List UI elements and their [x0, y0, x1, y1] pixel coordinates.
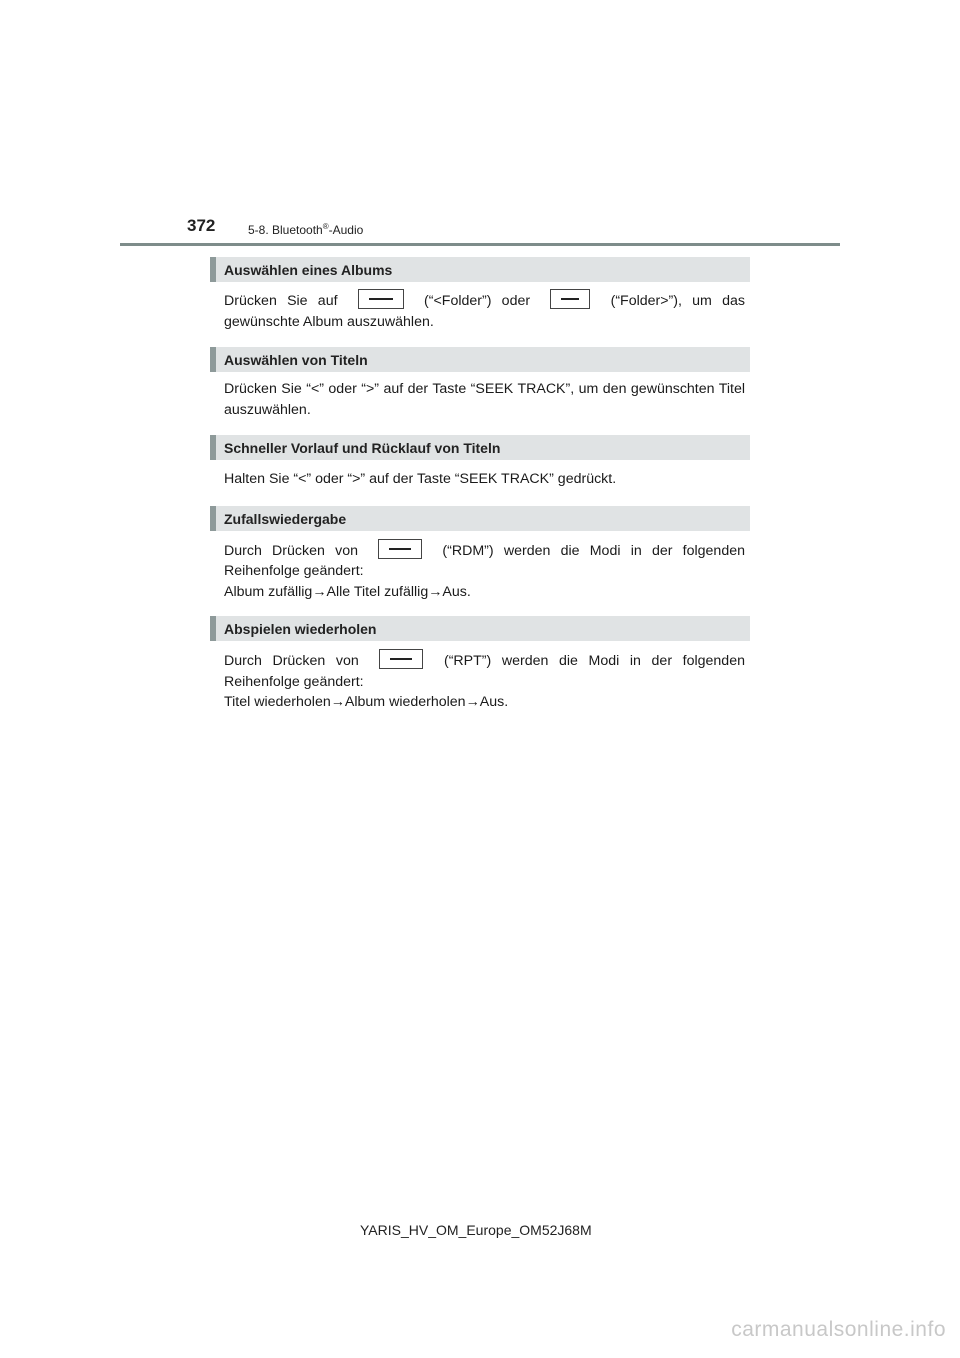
- heading-fast-forward-rewind: [210, 435, 750, 460]
- rdm-button-icon: [378, 539, 422, 559]
- paragraph-text: (“RDM”) werden die Modi in der folgenden Reihenfolge geändert:: [224, 542, 745, 579]
- paragraph-fast-forward-rewind: Halten Sie “<” oder “>” auf der Taste “SEEK TRACK” gedrückt.: [224, 471, 617, 487]
- heading-random-playback: [210, 506, 750, 531]
- paragraph-text: (“<Folder”) oder: [424, 293, 531, 309]
- paragraph-select-album: [224, 289, 745, 332]
- mode-sequence: Titel wiederholen→Album wiederholen→Aus.: [224, 694, 509, 710]
- heading-text: Zufallswiedergabe: [224, 510, 347, 527]
- paragraph-random-playback: [224, 539, 745, 603]
- paragraph-text: Drücken Sie auf: [224, 293, 338, 309]
- heading-text: Abspielen wiederholen: [224, 621, 377, 637]
- heading-text: Auswählen eines Albums: [224, 262, 393, 278]
- mode-sequence: Album zufällig→Alle Titel zufällig→Aus.: [224, 583, 471, 600]
- watermark: carmanualsonline.info: [731, 1318, 946, 1341]
- section-title-suffix: -Audio: [328, 223, 364, 237]
- heading-repeat-playback: [210, 616, 750, 641]
- registered-mark: ®: [322, 222, 329, 231]
- rpt-button-icon: [379, 649, 423, 669]
- heading-text: Schneller Vorlauf und Rücklauf von Titeln: [224, 440, 501, 456]
- folder-down-button-icon: [358, 289, 404, 309]
- section-title-prefix: 5-8. Bluetooth: [248, 223, 323, 237]
- paragraph-text: Durch Drücken von: [224, 542, 358, 559]
- heading-text: Auswählen von Titeln: [224, 352, 368, 368]
- heading-select-track: [210, 347, 750, 372]
- paragraph-text: Durch Drücken von: [224, 653, 359, 669]
- paragraph-select-track: Drücken Sie “<” oder “>” auf der Taste “SEEK TRACK”, um den gewünschten Titel auszuwählen.: [224, 381, 745, 418]
- paragraph-repeat-playback: [224, 649, 745, 713]
- folder-up-button-icon: [550, 289, 590, 309]
- document-code: YARIS_HV_OM_Europe_OM52J68M: [360, 1222, 592, 1238]
- page-header: [0, 0, 960, 250]
- header-divider: [120, 243, 840, 246]
- section-title: [248, 222, 363, 237]
- paragraph-text: (“Folder>”), um das gewünschte Album auszuwählen.: [224, 293, 745, 330]
- page-number: 372: [187, 216, 216, 235]
- page-content: [210, 257, 750, 713]
- heading-select-album: [210, 257, 750, 282]
- paragraph-text: (“RPT”) werden die Modi in der folgenden Reihenfolge geändert:: [224, 653, 745, 690]
